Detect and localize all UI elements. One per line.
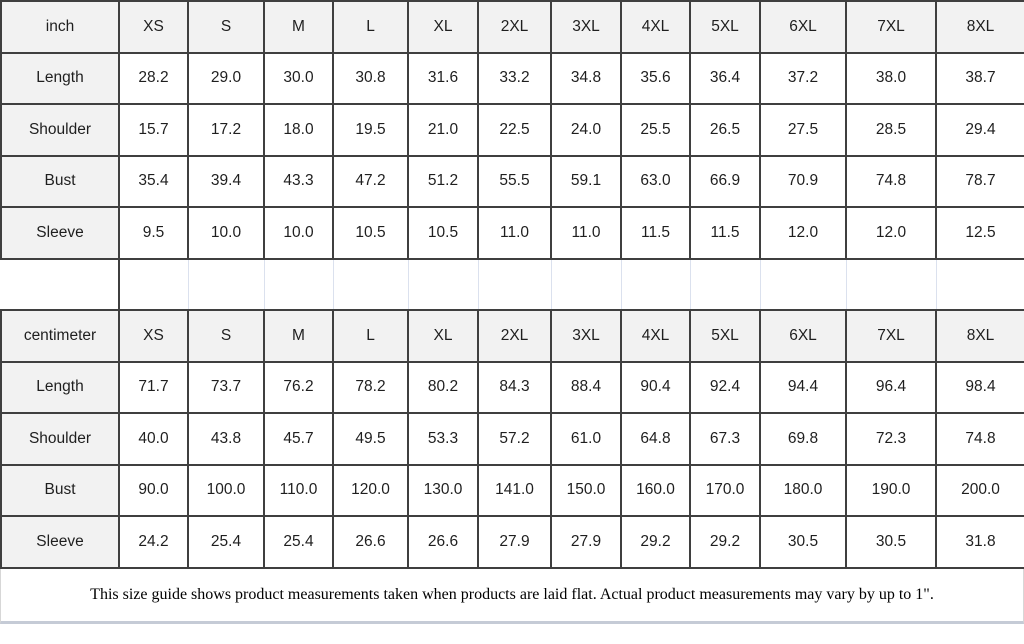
value-cell: 38.7 (936, 53, 1024, 105)
value-cell: 96.4 (846, 362, 936, 414)
value-cell: 19.5 (333, 104, 408, 156)
value-cell: 66.9 (690, 156, 760, 208)
size-header-cell: L (333, 1, 408, 53)
value-cell: 10.0 (188, 207, 264, 259)
value-cell: 22.5 (478, 104, 551, 156)
value-cell: 90.0 (119, 465, 188, 517)
size-header-cell: L (333, 310, 408, 362)
value-cell: 38.0 (846, 53, 936, 105)
size-header-cell: XS (119, 310, 188, 362)
separator-cell (408, 259, 478, 311)
value-cell: 30.5 (760, 516, 846, 568)
value-cell: 45.7 (264, 413, 333, 465)
unit-header-cell: inch (1, 1, 119, 53)
measure-row-inch-bust (1, 156, 1024, 208)
size-header-cell: 3XL (551, 1, 621, 53)
value-cell: 49.5 (333, 413, 408, 465)
value-cell: 11.5 (690, 207, 760, 259)
value-cell: 130.0 (408, 465, 478, 517)
value-cell: 141.0 (478, 465, 551, 517)
value-cell: 11.0 (478, 207, 551, 259)
value-cell: 28.2 (119, 53, 188, 105)
separator-cell (333, 259, 408, 311)
value-cell: 51.2 (408, 156, 478, 208)
value-cell: 21.0 (408, 104, 478, 156)
size-header-cell: S (188, 1, 264, 53)
value-cell: 35.6 (621, 53, 690, 105)
value-cell: 78.7 (936, 156, 1024, 208)
separator-cell (478, 259, 551, 311)
value-cell: 170.0 (690, 465, 760, 517)
value-cell: 27.9 (551, 516, 621, 568)
value-cell: 11.0 (551, 207, 621, 259)
size-header-cell: 2XL (478, 1, 551, 53)
unit-header-cell: centimeter (1, 310, 119, 362)
value-cell: 17.2 (188, 104, 264, 156)
size-header-cell: 5XL (690, 310, 760, 362)
value-cell: 26.6 (333, 516, 408, 568)
value-cell: 37.2 (760, 53, 846, 105)
value-cell: 10.5 (333, 207, 408, 259)
value-cell: 31.6 (408, 53, 478, 105)
separator-cell (188, 259, 264, 311)
measure-row-centimeter-shoulder (1, 413, 1024, 465)
value-cell: 36.4 (690, 53, 760, 105)
value-cell: 33.2 (478, 53, 551, 105)
separator-cell (1, 259, 119, 311)
value-cell: 63.0 (621, 156, 690, 208)
value-cell: 34.8 (551, 53, 621, 105)
value-cell: 24.0 (551, 104, 621, 156)
value-cell: 30.8 (333, 53, 408, 105)
measure-label-cell: Bust (1, 465, 119, 517)
separator-cell (846, 259, 936, 311)
measure-row-centimeter-sleeve (1, 516, 1024, 568)
value-cell: 12.0 (760, 207, 846, 259)
size-header-cell: 3XL (551, 310, 621, 362)
value-cell: 25.4 (264, 516, 333, 568)
size-chart-body (1, 1, 1024, 568)
value-cell: 47.2 (333, 156, 408, 208)
size-header-cell: S (188, 310, 264, 362)
value-cell: 26.6 (408, 516, 478, 568)
size-header-cell: 8XL (936, 1, 1024, 53)
size-guide-disclaimer (0, 569, 1024, 624)
value-cell: 70.9 (760, 156, 846, 208)
separator-cell (551, 259, 621, 311)
value-cell: 9.5 (119, 207, 188, 259)
size-header-cell: 8XL (936, 310, 1024, 362)
value-cell: 29.4 (936, 104, 1024, 156)
value-cell: 78.2 (333, 362, 408, 414)
size-header-cell: XS (119, 1, 188, 53)
header-row-centimeter (1, 310, 1024, 362)
value-cell: 39.4 (188, 156, 264, 208)
value-cell: 43.3 (264, 156, 333, 208)
value-cell: 40.0 (119, 413, 188, 465)
value-cell: 73.7 (188, 362, 264, 414)
measure-label-cell: Length (1, 53, 119, 105)
size-header-cell: 2XL (478, 310, 551, 362)
value-cell: 25.5 (621, 104, 690, 156)
value-cell: 88.4 (551, 362, 621, 414)
separator-cell (936, 259, 1024, 311)
value-cell: 27.9 (478, 516, 551, 568)
value-cell: 72.3 (846, 413, 936, 465)
separator-cell (264, 259, 333, 311)
size-header-cell: M (264, 1, 333, 53)
measure-row-inch-length (1, 53, 1024, 105)
value-cell: 12.0 (846, 207, 936, 259)
disclaimer-text: This size guide shows product measurements taken when products are laid flat. Actual product measurements may vary by up to 1". (90, 585, 934, 603)
value-cell: 98.4 (936, 362, 1024, 414)
value-cell: 150.0 (551, 465, 621, 517)
value-cell: 18.0 (264, 104, 333, 156)
value-cell: 43.8 (188, 413, 264, 465)
size-header-cell: 6XL (760, 1, 846, 53)
size-header-cell: 4XL (621, 1, 690, 53)
value-cell: 92.4 (690, 362, 760, 414)
separator-cell (760, 259, 846, 311)
measure-label-cell: Length (1, 362, 119, 414)
value-cell: 11.5 (621, 207, 690, 259)
separator-cell (621, 259, 690, 311)
value-cell: 84.3 (478, 362, 551, 414)
value-cell: 71.7 (119, 362, 188, 414)
measure-row-inch-shoulder (1, 104, 1024, 156)
value-cell: 160.0 (621, 465, 690, 517)
size-header-cell: 4XL (621, 310, 690, 362)
value-cell: 28.5 (846, 104, 936, 156)
measure-row-inch-sleeve (1, 207, 1024, 259)
size-header-cell: 6XL (760, 310, 846, 362)
value-cell: 25.4 (188, 516, 264, 568)
size-header-cell: 5XL (690, 1, 760, 53)
value-cell: 35.4 (119, 156, 188, 208)
measure-row-centimeter-bust (1, 465, 1024, 517)
value-cell: 74.8 (936, 413, 1024, 465)
value-cell: 29.2 (621, 516, 690, 568)
value-cell: 90.4 (621, 362, 690, 414)
value-cell: 30.5 (846, 516, 936, 568)
size-header-cell: M (264, 310, 333, 362)
value-cell: 94.4 (760, 362, 846, 414)
value-cell: 200.0 (936, 465, 1024, 517)
value-cell: 10.0 (264, 207, 333, 259)
value-cell: 24.2 (119, 516, 188, 568)
value-cell: 29.0 (188, 53, 264, 105)
value-cell: 100.0 (188, 465, 264, 517)
value-cell: 15.7 (119, 104, 188, 156)
value-cell: 59.1 (551, 156, 621, 208)
size-header-cell: XL (408, 310, 478, 362)
value-cell: 80.2 (408, 362, 478, 414)
separator-row (1, 259, 1024, 311)
separator-cell (119, 259, 188, 311)
value-cell: 57.2 (478, 413, 551, 465)
separator-cell (690, 259, 760, 311)
value-cell: 67.3 (690, 413, 760, 465)
value-cell: 61.0 (551, 413, 621, 465)
value-cell: 120.0 (333, 465, 408, 517)
value-cell: 12.5 (936, 207, 1024, 259)
measure-label-cell: Sleeve (1, 207, 119, 259)
value-cell: 74.8 (846, 156, 936, 208)
value-cell: 53.3 (408, 413, 478, 465)
value-cell: 31.8 (936, 516, 1024, 568)
measure-label-cell: Shoulder (1, 104, 119, 156)
value-cell: 64.8 (621, 413, 690, 465)
measure-label-cell: Shoulder (1, 413, 119, 465)
measure-label-cell: Sleeve (1, 516, 119, 568)
value-cell: 190.0 (846, 465, 936, 517)
value-cell: 27.5 (760, 104, 846, 156)
measure-row-centimeter-length (1, 362, 1024, 414)
value-cell: 76.2 (264, 362, 333, 414)
measure-label-cell: Bust (1, 156, 119, 208)
value-cell: 55.5 (478, 156, 551, 208)
value-cell: 180.0 (760, 465, 846, 517)
value-cell: 10.5 (408, 207, 478, 259)
value-cell: 30.0 (264, 53, 333, 105)
size-header-cell: XL (408, 1, 478, 53)
size-header-cell: 7XL (846, 1, 936, 53)
value-cell: 26.5 (690, 104, 760, 156)
size-header-cell: 7XL (846, 310, 936, 362)
header-row-inch (1, 1, 1024, 53)
value-cell: 29.2 (690, 516, 760, 568)
value-cell: 69.8 (760, 413, 846, 465)
value-cell: 110.0 (264, 465, 333, 517)
